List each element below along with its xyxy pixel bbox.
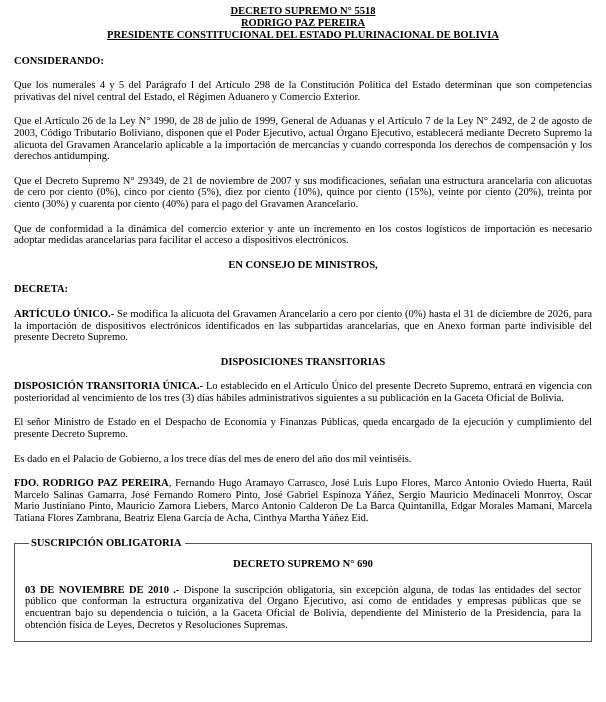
decreto-690-paragraph — [25, 585, 581, 631]
considerando-paragraph-4: Que de conformidad a la dinámica del comercio exterior y ante un incremento en los costos logísticos de importación es necesario adoptar medidas arancelarias para facilitar el acceso a dispositivos electrónicos. — [14, 223, 592, 247]
decreto-690-title: DECRETO SUPREMO N° 690 — [233, 559, 373, 571]
considerando-heading: CONSIDERANDO: — [14, 55, 104, 67]
decreto-690-date-label: 03 DE NOVIEMBRE DE 2010 .- — [25, 584, 180, 596]
firmas-paragraph — [14, 478, 592, 524]
suscripcion-obligatoria-box — [14, 538, 592, 643]
fdo-presidente-label: FDO. RODRIGO PAZ PEREIRA — [14, 478, 169, 490]
suscripcion-box-legend: SUSCRIPCIÓN OBLIGATORIA — [31, 537, 182, 549]
articulo-unico-label: ARTÍCULO ÚNICO.- — [14, 308, 115, 320]
document-header — [14, 6, 592, 43]
consejo-ministros-line: EN CONSEJO DE MINISTROS, — [228, 259, 378, 271]
disposicion-transitoria-label: DISPOSICIÓN TRANSITORIA ÚNICA.- — [14, 381, 203, 393]
articulo-unico-paragraph — [14, 309, 592, 344]
president-name: RODRIGO PAZ PEREIRA — [240, 18, 366, 30]
disposicion-transitoria-text: Lo establecido en el Artículo Único del presente Decreto Supremo, entrará en vigencia con posterioridad al vencimiento de los tres (3) días hábiles administrativos siguientes a su publicación en la Gaceta Oficial de Bolivia. — [14, 381, 592, 404]
disposicion-transitoria-paragraph — [14, 381, 592, 404]
disposiciones-transitorias-heading: DISPOSICIONES TRANSITORIAS — [220, 356, 386, 368]
articulo-unico-text: Se modifica la alicuota del Gravamen Arancelario a cero por ciento (0%) hasta el 31 de diciembre de 2026, para la importación de dispositivos electrónicos identificados en las subpartidas arancelarias, que en Anexo forman parte indivisible del presente Decreto Supremo. — [14, 308, 592, 344]
decreto-690-text: Dispone la suscripción obligatoria, sin excepción alguna, de todas las entidades del sector público que conforman la estructura organizativa del Organo Ejecutivo, así como de entidades y empresas públicas que se encuentran bajo su dependencia o tuición, a la Gaceta Oficial de Bolivia, dependiente del Ministerio de la Presidencia, para la obtención física de Leyes, Decretos y Resoluciones Supremas. — [25, 584, 581, 631]
firmas-ministros-text: , Fernando Hugo Aramayo Carrasco, José Luis Lupo Flores, Marco Antonio Oviedo Huerta, Raúl Marcelo Salinas Gamarra, José Fernando Romero Pinto, José Gabriel Espinoza Yáñez, Sergio Mauricio Medinaceli Monrroy, Oscar Mario Justiniano Pinto, Mauricio Zamora Liebers, Marco Antonio Calderon De La Barca Quintanilla, Edgar Morales Mamani, Marcela Tatiana Flores Zambrana, Beatriz Elena García de Acha, Cinthya Martha Yáñez Eid. — [14, 478, 592, 525]
decree-number-title: DECRETO SUPREMO N° 5518 — [230, 6, 376, 17]
decreta-heading: DECRETA: — [14, 284, 69, 296]
lugar-fecha-paragraph: Es dado en el Palacio de Gobierno, a los trece días del mes de enero del año dos mil veintiséis. — [14, 453, 412, 465]
considerando-paragraph-3: Que el Decreto Supremo N° 29349, de 21 de noviembre de 2007 y sus modificaciones, señalan una estructura arancelaria con alicuotas de cero por ciento (0%), cinco por ciento (5%), diez por ciento (10%), quince por ciento (15%), veinte por ciento (20%), treinta por ciento (30%) y cuarenta por ciento (40%) para el pago del Gravamen Arancelario. — [14, 175, 592, 210]
considerando-paragraph-1: Que los numerales 4 y 5 del Parágrafo I del Artículo 298 de la Constitución Política del Estado determinan que son competencias privativas del nivel central del Estado, el Régimen Aduanero y Comercio Exterior. — [14, 80, 592, 103]
president-title: PRESIDENTE CONSTITUCIONAL DEL ESTADO PLURINACIONAL DE BOLIVIA — [107, 30, 499, 42]
ministro-encargado-paragraph: El señor Ministro de Estado en el Despacho de Economía y Finanzas Públicas, queda encargado de la ejecución y cumplimiento del presente Decreto Supremo. — [14, 417, 592, 441]
considerando-paragraph-2: Que el Artículo 26 de la Ley N° 1990, de 28 de julio de 1999, General de Aduanas y el Artículo 7 de la Ley N° 2492, de 2 de agosto de 2003, Código Tributario Boliviano, disponen que el Poder Ejecutivo, actual Órgano Ejecutivo, establecerá mediante Decreto Supremo la alicuota del Gravamen Arancelario aplicable a la importación de mercancías y cuando corresponda los derechos de compensación y los derechos antidumping. — [14, 116, 592, 163]
